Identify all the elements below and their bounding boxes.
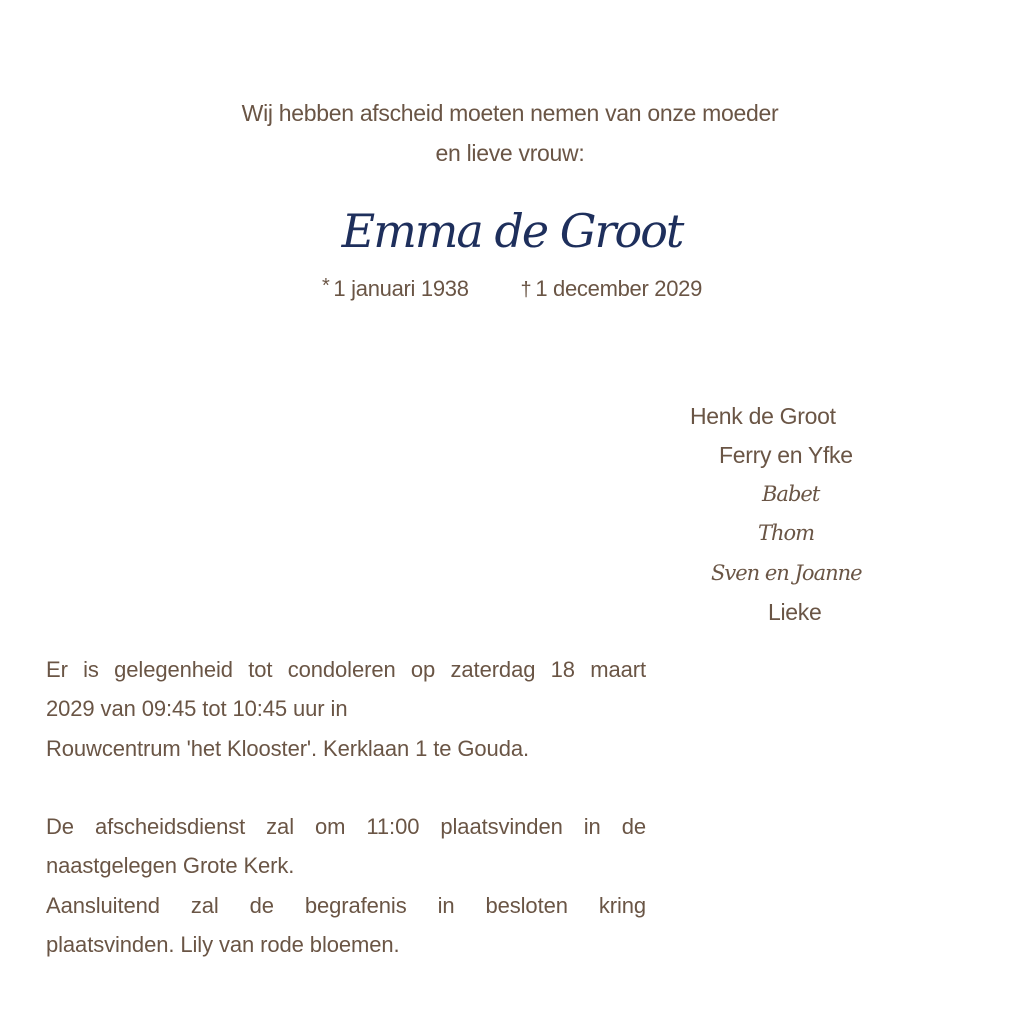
- condolence-paragraph: [46, 650, 646, 768]
- birth-date-group: [322, 276, 475, 301]
- intro-text: [0, 93, 1020, 173]
- service-line-2: naastgelegen Grote Kerk.: [46, 853, 295, 879]
- family-member: Sven en Joanne: [711, 561, 862, 585]
- death-date: 1 december 2029: [535, 276, 703, 301]
- intro-line-1: Wij hebben afscheid moeten nemen van onze moeder: [241, 100, 779, 126]
- death-date-group: [520, 276, 702, 301]
- condolence-line-1: Er is gelegenheid tot condoleren op zaterdag 18 maart: [46, 657, 646, 682]
- family-member: Thom: [758, 521, 815, 545]
- deceased-name: Emma de Groot: [341, 204, 683, 258]
- intro-line-2: en lieve vrouw:: [435, 140, 585, 166]
- family-member: Ferry en Yfke: [719, 442, 853, 468]
- condolence-line-2: 2029 van 09:45 tot 10:45 uur in: [46, 696, 348, 722]
- service-line-4: plaatsvinden. Lily van rode bloemen.: [46, 931, 400, 957]
- service-paragraph: [46, 807, 646, 964]
- death-cross-icon: †: [520, 279, 532, 301]
- birth-star-icon: *: [321, 275, 330, 297]
- service-line-1: De afscheidsdienst zal om 11:00 plaatsvinden in de: [46, 814, 646, 839]
- family-member: Henk de Groot: [690, 403, 836, 429]
- life-dates: [0, 271, 1024, 308]
- service-line-3: Aansluitend zal de begrafenis in besloten kring: [46, 892, 646, 918]
- family-member: Babet: [762, 482, 820, 506]
- birth-date: 1 januari 1938: [333, 276, 469, 301]
- family-member: Lieke: [768, 599, 822, 625]
- condolence-line-3: Rouwcentrum 'het Klooster'. Kerklaan 1 te Gouda.: [46, 735, 529, 761]
